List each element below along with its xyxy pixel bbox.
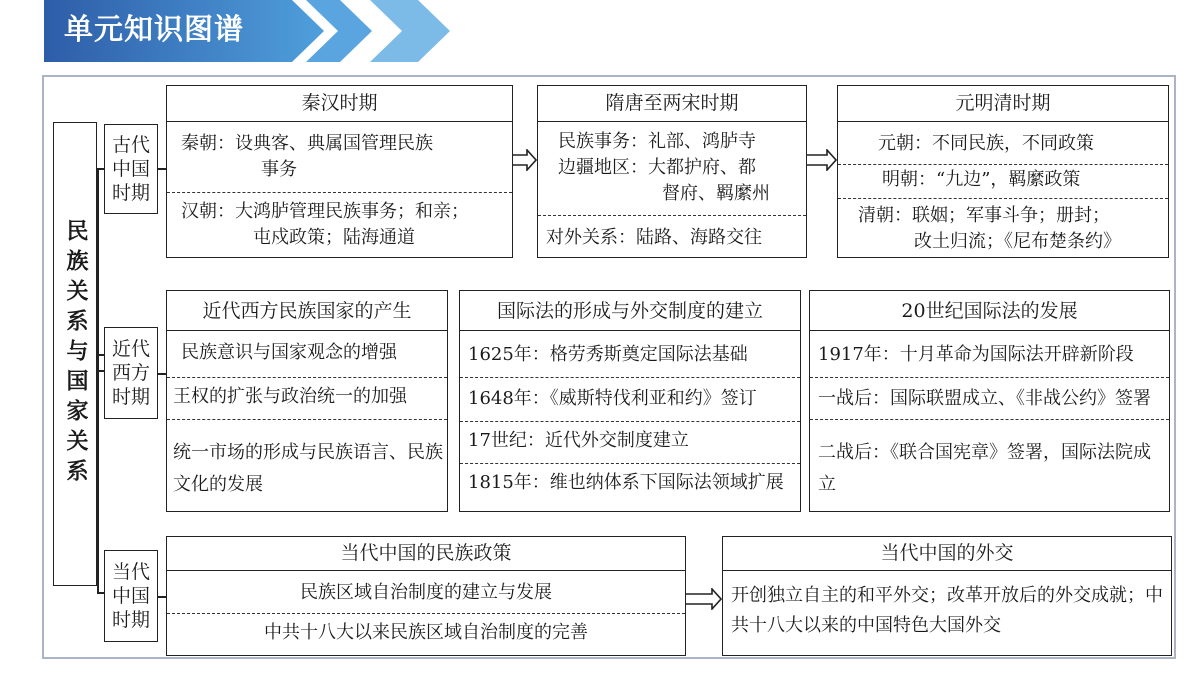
nation-item: 统一市场的形成与民族语言、民族文化的发展: [173, 442, 443, 495]
page-title: 单元知识图谱: [64, 12, 245, 46]
divider: [460, 377, 800, 378]
connector-line: [158, 373, 166, 375]
qing-text: 清朝：联姻；军事斗争；册封；: [858, 205, 1110, 226]
intl-law-item: 1648年：《威斯特伐利亚和约》签订: [468, 388, 757, 409]
diplomacy-text: 开创独立自主的和平外交；改革开放后的外交成就；中共十八大以来的中国特色大国外交: [731, 585, 1163, 636]
qin-text-cont: 事务: [261, 159, 297, 180]
main-title: 民族关系与国家关系: [63, 219, 88, 489]
box-title: 隋唐至两宋时期: [538, 86, 806, 122]
ethnic-item: 民族区域自治制度的建立与发展: [300, 582, 552, 603]
ming-text: 明朝：“九边”，羁縻政策: [882, 169, 1081, 190]
box-title: 当代中国的外交: [723, 537, 1171, 571]
suitang-line2: 边疆地区：大都护府、都: [558, 157, 756, 178]
c20-item: 二战后：《联合国宪章》签署，国际法院成立: [818, 442, 1151, 495]
c20-item: 一战后：国际联盟成立、《非战公约》签署: [818, 388, 1151, 409]
intl-law-item: 1625年：格劳秀斯奠定国际法基础: [468, 344, 748, 365]
suitang-line3: 督府、羁縻州: [662, 183, 770, 204]
divider: [838, 164, 1168, 165]
suitang-line4: 对外关系：陆路、海路交往: [546, 227, 762, 248]
period-ancient: 古代中国时期: [104, 124, 158, 214]
box-title: 国际法的形成与外交制度的建立: [460, 291, 800, 331]
box-yuanmingqing: [837, 85, 1169, 258]
box-suitang: [537, 85, 807, 258]
box-intl-law: [459, 290, 801, 512]
header-banner: [0, 0, 1200, 62]
divider: [167, 613, 685, 614]
divider: [538, 215, 806, 216]
intl-law-item: 1815年：维也纳体系下国际法领域扩展: [468, 472, 784, 493]
divider: [167, 377, 447, 378]
yuan-text: 元朝：不同民族，不同政策: [878, 133, 1094, 154]
qin-text: 秦朝：设典客、典属国管理民族: [181, 133, 433, 154]
chevron-icon: [370, 0, 450, 62]
intl-law-item: 17世纪：近代外交制度建立: [468, 430, 689, 451]
nation-item: 民族意识与国家观念的增强: [181, 342, 397, 363]
arrow-icon: [513, 149, 537, 171]
connector-line: [97, 168, 99, 592]
divider: [810, 377, 1169, 378]
connector-line: [158, 168, 166, 170]
divider: [460, 421, 800, 422]
divider: [167, 419, 447, 420]
box-title: 当代中国的民族政策: [167, 537, 685, 571]
han-text: 汉朝：大鸿胪管理民族事务；和亲；: [181, 201, 469, 222]
box-nation-state: [166, 290, 448, 512]
c20-item: 1917年：十月革命为国际法开辟新阶段: [818, 344, 1134, 365]
box-title: 近代西方民族国家的产生: [167, 291, 447, 331]
divider: [167, 192, 512, 193]
box-qinhan: [166, 85, 513, 258]
divider: [460, 463, 800, 464]
connector-line: [158, 596, 166, 598]
period-modern: 近代西方时期: [104, 327, 158, 419]
divider: [810, 419, 1169, 420]
divider: [838, 198, 1168, 199]
suitang-line1: 民族事务：礼部、鸿胪寺: [558, 131, 756, 152]
nation-item: 王权的扩张与政治统一的加强: [173, 386, 407, 407]
box-ethnic-policy: [166, 536, 686, 656]
period-contemporary: 当代中国时期: [104, 550, 158, 642]
box-20th-century: [809, 290, 1170, 512]
arrow-icon: [686, 588, 722, 610]
qing-text-cont: 改土归流；《尼布楚条约》: [914, 231, 1121, 252]
main-title-box: [53, 122, 97, 586]
arrow-icon: [807, 149, 837, 171]
box-title: 秦汉时期: [167, 86, 512, 122]
box-title: 元明清时期: [838, 86, 1168, 122]
box-title: 20世纪国际法的发展: [810, 291, 1169, 331]
han-text-cont: 屯戍政策；陆海通道: [253, 227, 415, 248]
ethnic-item: 中共十八大以来民族区域自治制度的完善: [264, 622, 588, 643]
box-diplomacy: [722, 536, 1172, 656]
